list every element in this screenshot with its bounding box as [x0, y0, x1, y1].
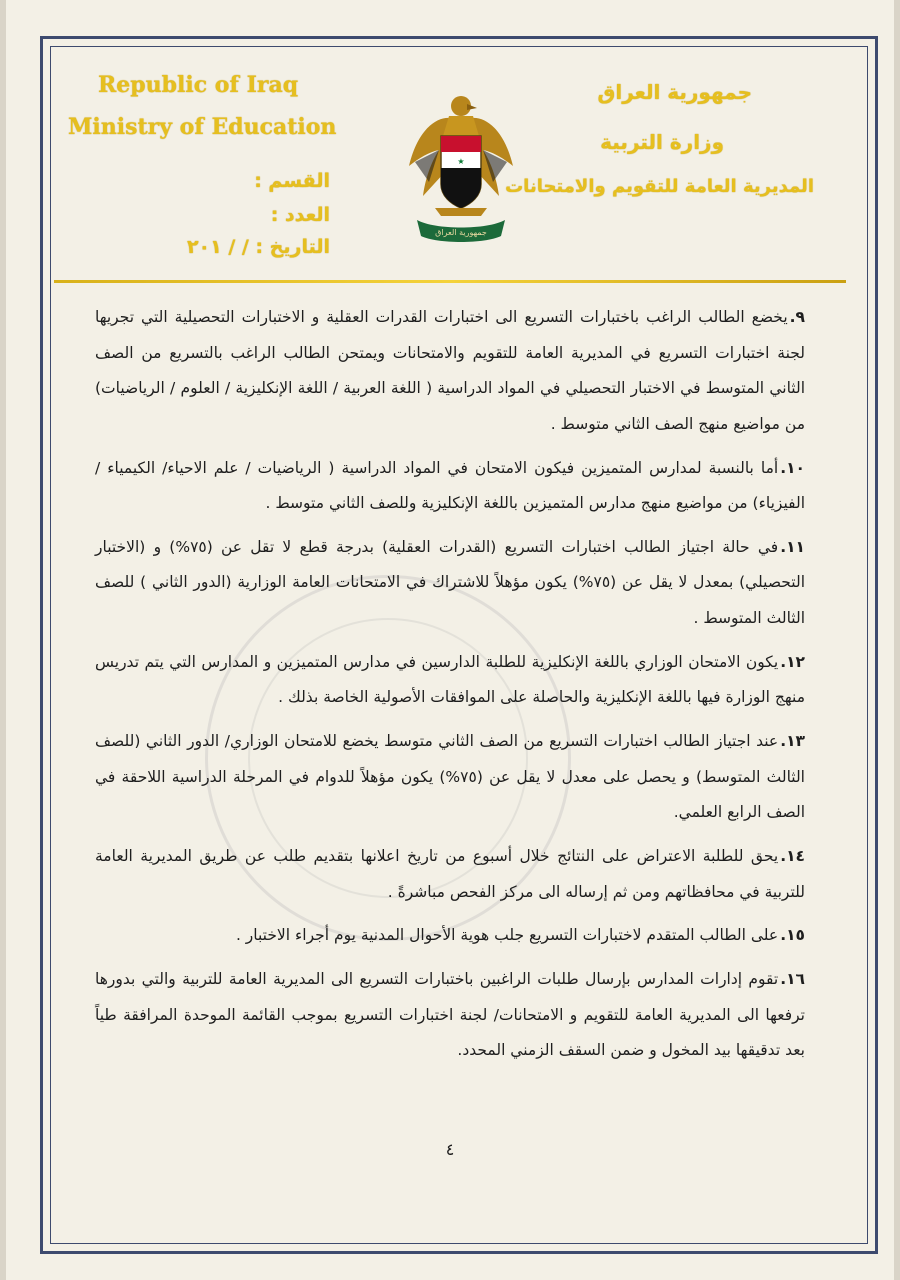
list-item: [95, 839, 805, 910]
item-text: أما بالنسبة لمدارس المتميزين فيكون الامتحان في المواد الدراسية ( الرياضيات / علم الاحياء/ الكيمياء / الفيزياء) من مواضيع منهج مدارس المتميزين باللغة الإنكليزية وللصف الثاني متوسط .: [95, 458, 805, 513]
item-number: ١٠.: [780, 458, 805, 477]
header-en-republic: Republic of Iraq: [98, 72, 299, 98]
item-text: عند اجتياز الطالب اختبارات التسريع من الصف الثاني متوسط يخضع للامتحان الوزاري/ الدور الثاني (للصف الثالث المتوسط) و يحصل على معدل لا يقل عن (٧٥%) يكون مؤهلاً للدوام في المرحلة الدراسية اللاحقة في الصف الرابع العلمي.: [95, 732, 805, 822]
item-text: في حالة اجتياز الطالب اختبارات التسريع (القدرات العقلية) بدرجة قطع لا تقل عن (٧٥%) و (الاختبار التحصيلي) بمعدل لا يقل عن (٧٥%) يكون مؤهلاً للاشتراك في الامتحانات العامة الوزارية (الدور الثاني ) للصف الثالث المتوسط .: [95, 537, 806, 628]
item-text: تقوم إدارات المدارس بإرسال طلبات الراغبين باختبارات التسريع الى المديرية العامة للتربية والتي بدورها ترفعها الى المديرية العامة للتقويم و الامتحانات/ لجنة اختبارات التسريع بموجب القائمة الموحدة المرافقة طياً بعد تدقيقها بيد المخول و ضمن السقف الزمني المحدد.: [95, 969, 805, 1060]
item-number: ١٣.: [780, 732, 805, 751]
list-item: [95, 962, 805, 1069]
header-divider: [54, 280, 846, 283]
list-item: [95, 530, 805, 637]
header-ar-republic: جمهورية العراق: [597, 80, 752, 104]
list-item: [95, 451, 805, 522]
list-item: [95, 645, 805, 716]
page-number: ٤: [445, 1140, 455, 1159]
emblem-banner-text: جمهورية العراق: [435, 228, 487, 237]
field-date: التاريخ : / / ٢٠١: [186, 236, 330, 258]
list-item: [95, 300, 805, 443]
document-body: [95, 300, 805, 1077]
item-text: يكون الامتحان الوزاري باللغة الإنكليزية للطلبة الدارسين في مدارس المتميزين و المدارس التي يتم تدريس منهج الوزارة فيها باللغة الإنكليزية والحاصلة على الموافقات الأصولية الخاصة بذلك .: [95, 652, 805, 707]
header-en-ministry: Ministry of Education: [68, 114, 337, 140]
item-text: يخضع الطالب الراغب باختبارات التسريع الى اختبارات القدرات العقلية و الاختبارات التحصيلية التي تجريها لجنة اختبارات التسريع في المديرية العامة للتقويم والامتحانات ويمتحن الطالب الراغب بالتسريع من الصف الثاني المتوسط في الاختبار التحصيلي في المواد الدراسية ( اللغة العربية / اللغة الإنكليزية / العلوم / الرياضيات) من مواضيع منهج الصف الثاني متوسط .: [95, 308, 805, 433]
list-item: [95, 918, 805, 954]
header-ar-ministry: وزارة التربية: [600, 130, 724, 154]
svg-text:★: ★: [457, 157, 465, 166]
field-department: القسم :: [254, 170, 330, 192]
field-number: العدد :: [270, 204, 330, 226]
item-number: ١٢.: [780, 652, 805, 671]
list-item: [95, 724, 805, 831]
item-number: ١٤.: [780, 846, 805, 865]
item-text: على الطالب المتقدم لاختبارات التسريع جلب هوية الأحوال المدنية يوم أجراء الاختبار .: [235, 926, 779, 945]
item-number: ٩.: [789, 308, 805, 326]
item-number: ١٦.: [780, 969, 805, 988]
header-ar-directorate: المديرية العامة للتقويم والامتحانات: [505, 176, 814, 197]
item-text: يحق للطلبة الاعتراض على النتائج خلال أسبوع من تاريخ اعلانها بتقديم طلب عن طريق المديرية العامة للتربية في محافظاتهم ومن ثم إرساله الى مركز الفحص مباشرةً .: [95, 846, 805, 901]
item-number: ١٥.: [780, 926, 805, 945]
item-number: ١١.: [780, 537, 805, 556]
iraq-eagle-emblem-icon: [405, 92, 517, 248]
